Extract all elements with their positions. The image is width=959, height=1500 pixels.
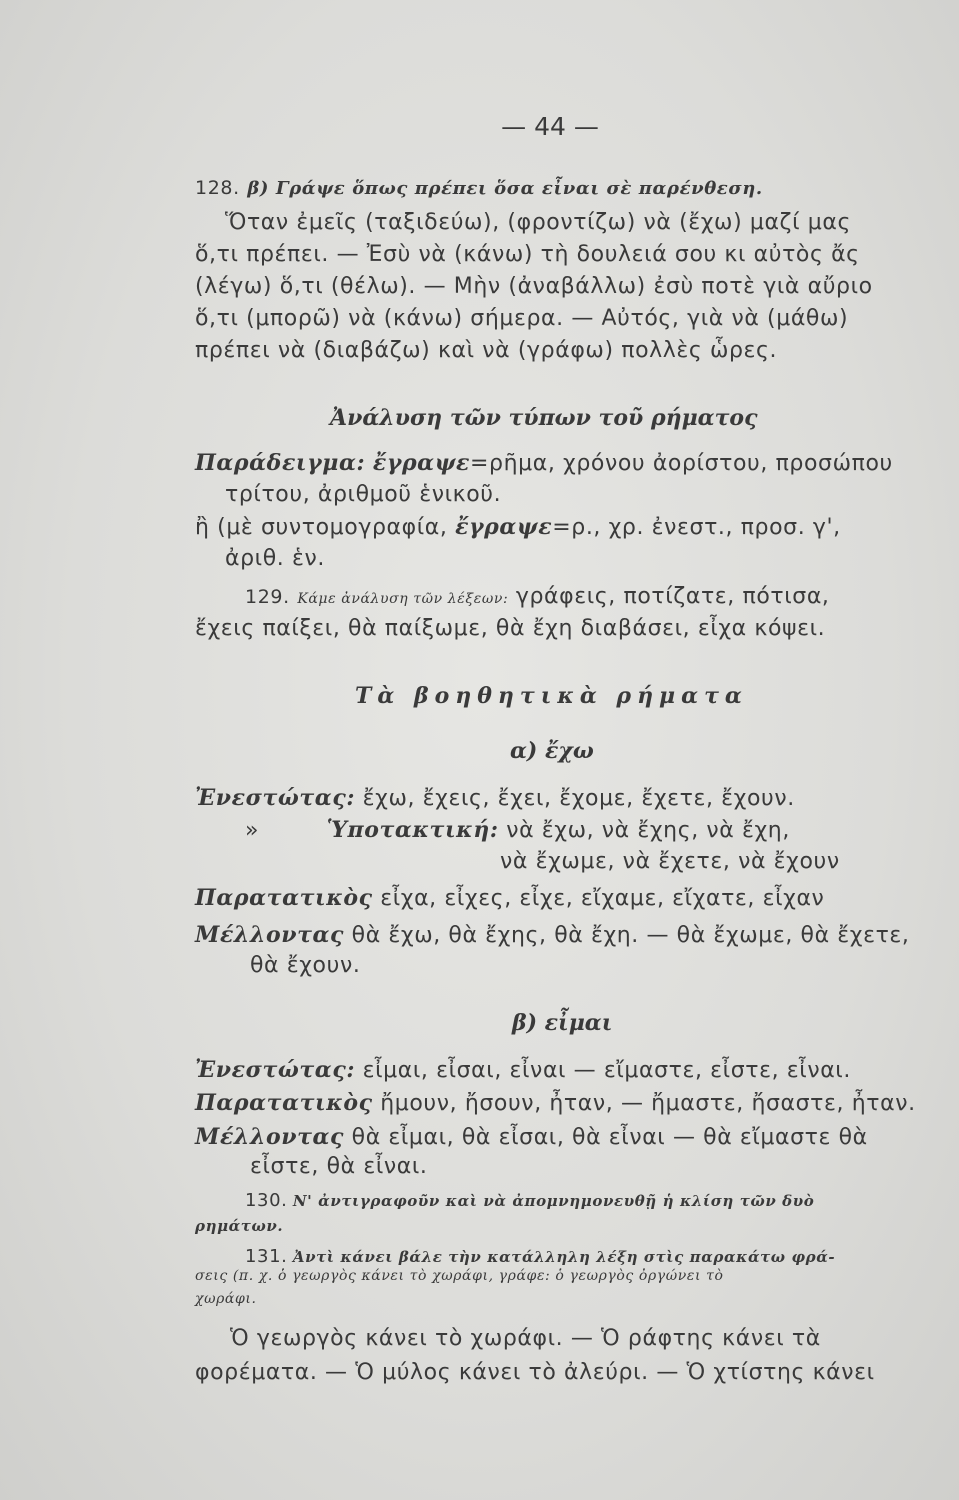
tense-label: Μέλλοντας: [195, 922, 345, 948]
exercise-128-header: [195, 175, 763, 200]
conjugation-line: [195, 1124, 868, 1150]
exercise-instruction: Ν' ἀντιγραφοῦν καὶ νὰ ἀπομνημονευθῇ ἡ κλίση τῶν δυὸ: [292, 1192, 815, 1210]
analysis-text: ἢ (μὲ συντομογραφία,: [195, 515, 448, 540]
conjugation-line: [195, 1057, 851, 1083]
tense-label: Παρατατικὸς: [195, 885, 373, 911]
conjugation-forms: νὰ ἔχω, νὰ ἔχης, νὰ ἔχη,: [506, 818, 790, 843]
text-line: ἔχεις παίξει, θὰ παίξωμε, θὰ ἔχη διαβάσει, εἶχα κόψει.: [195, 616, 826, 641]
tense-label: Ὑποτακτική:: [326, 817, 499, 843]
text-line: φορέματα. — Ὁ μύλος κάνει τὸ ἀλεύρι. — Ὁ χτίστης κάνει: [195, 1360, 875, 1385]
ditto-mark: »: [245, 818, 260, 843]
subsection-heading: β) εἶμαι: [512, 1010, 613, 1036]
text-line: (λέγω) ὅ,τι (θέλω). — Μὴν (ἀναβάλλω) ἐσὺ ποτὲ γιὰ αὔριο: [195, 274, 873, 299]
exercise-129-header: [245, 584, 830, 609]
conjugation-forms: εἶχα, εἶχες, εἶχε, εἴχαμε, εἴχατε, εἶχαν: [380, 886, 825, 911]
example-word: ἔγραψε: [455, 514, 553, 540]
text-line: πρέπει νὰ (διαβάζω) καὶ νὰ (γράφω) πολλὲς ὧρες.: [195, 338, 778, 363]
analysis-line: τρίτου, ἀριθμοῦ ἑνικοῦ.: [225, 482, 502, 507]
example-label: Παράδειγμα:: [195, 450, 366, 476]
conjugation-line: [195, 922, 910, 948]
analysis-line: [195, 514, 841, 540]
tense-label: Μέλλοντας: [195, 1124, 345, 1150]
conjugation-line: εἶστε, θὰ εἶναι.: [250, 1154, 428, 1179]
tense-label: Ἐνεστώτας:: [195, 1057, 356, 1083]
analysis-line: ἀριθ. ἑν.: [225, 546, 325, 571]
text-line: γράφεις, ποτίζατε, πότισα,: [515, 584, 830, 609]
analysis-line: [195, 450, 893, 476]
subsection-heading: α) ἔχω: [510, 738, 594, 764]
text-line: ὅ,τι πρέπει. — Ἐσὺ νὰ (κάνω) τὴ δουλειά σου κι αὐτὸς ἄς: [195, 242, 860, 267]
exercise-131-line: [245, 1246, 835, 1267]
section-heading: Ἀνάλυση τῶν τύπων τοῦ ρήματος: [330, 405, 758, 431]
conjugation-line: [195, 785, 795, 811]
section-heading: Τὰ βοηθητικὰ ρήματα: [355, 683, 748, 709]
conjugation-line: θὰ ἔχουν.: [250, 953, 361, 978]
conjugation-forms: ἤμουν, ἤσουν, ἦταν, — ἤμαστε, ἤσαστε, ἦταν.: [380, 1091, 916, 1116]
text-line: Ὅταν ἐμεῖς (ταξιδεύω), (φροντίζω) νὰ (ἔχω) μαζί μας: [225, 210, 851, 235]
exercise-instruction: σεις (π. χ. ὁ γεωργὸς κάνει τὸ χωράφι, γράφε: ὁ γεωργὸς ὀργώνει τὸ: [195, 1268, 724, 1284]
exercise-instruction: χωράφι.: [195, 1291, 257, 1307]
conjugation-line: νὰ ἔχωμε, νὰ ἔχετε, νὰ ἔχουν: [500, 849, 840, 874]
conjugation-line: [245, 817, 790, 843]
text-line: Ὁ γεωργὸς κάνει τὸ χωράφι. — Ὁ ράφτης κάνει τὰ: [230, 1326, 821, 1351]
analysis-text: =ρῆμα, χρόνου ἀορίστου, προσώπου: [470, 451, 893, 476]
conjugation-line: [195, 885, 824, 911]
exercise-number: 130.: [245, 1190, 288, 1211]
text-line: ὅ,τι (μπορῶ) νὰ (κάνω) σήμερα. — Αὐτός, γιὰ νὰ (μάθω): [195, 306, 849, 331]
conjugation-line: [195, 1090, 916, 1116]
exercise-130-line: [245, 1190, 814, 1211]
exercise-number: 128.: [195, 177, 240, 199]
analysis-text: =ρ., χρ. ἐνεστ., προσ. γ',: [552, 515, 841, 540]
tense-label: Ἐνεστώτας:: [195, 785, 356, 811]
exercise-instruction: Ἀντὶ κάνει βάλε τὴν κατάλληλη λέξη στὶς παρακάτω φρά-: [292, 1248, 836, 1266]
exercise-number: 129.: [245, 586, 290, 608]
exercise-instruction: ρημάτων.: [195, 1217, 284, 1235]
exercise-number: 131.: [245, 1246, 288, 1267]
exercise-instruction: β) Γράψε ὅπως πρέπει ὅσα εἶναι σὲ παρένθεση.: [247, 178, 763, 199]
conjugation-forms: εἶμαι, εἶσαι, εἶναι — εἴμαστε, εἶστε, εἶναι.: [362, 1058, 851, 1083]
exercise-instruction: Κάμε ἀνάλυση τῶν λέξεων:: [297, 591, 509, 607]
conjugation-forms: ἔχω, ἔχεις, ἔχει, ἔχομε, ἔχετε, ἔχουν.: [362, 786, 795, 811]
example-word: ἔγραψε: [372, 450, 470, 476]
conjugation-forms: θὰ εἶμαι, θὰ εἶσαι, θὰ εἶναι — θὰ εἴμαστε θὰ: [351, 1125, 868, 1150]
tense-label: Παρατατικὸς: [195, 1090, 373, 1116]
conjugation-forms: θὰ ἔχω, θὰ ἔχης, θὰ ἔχη. — θὰ ἔχωμε, θὰ ἔχετε,: [351, 923, 910, 948]
page-number: — 44 —: [501, 112, 599, 141]
